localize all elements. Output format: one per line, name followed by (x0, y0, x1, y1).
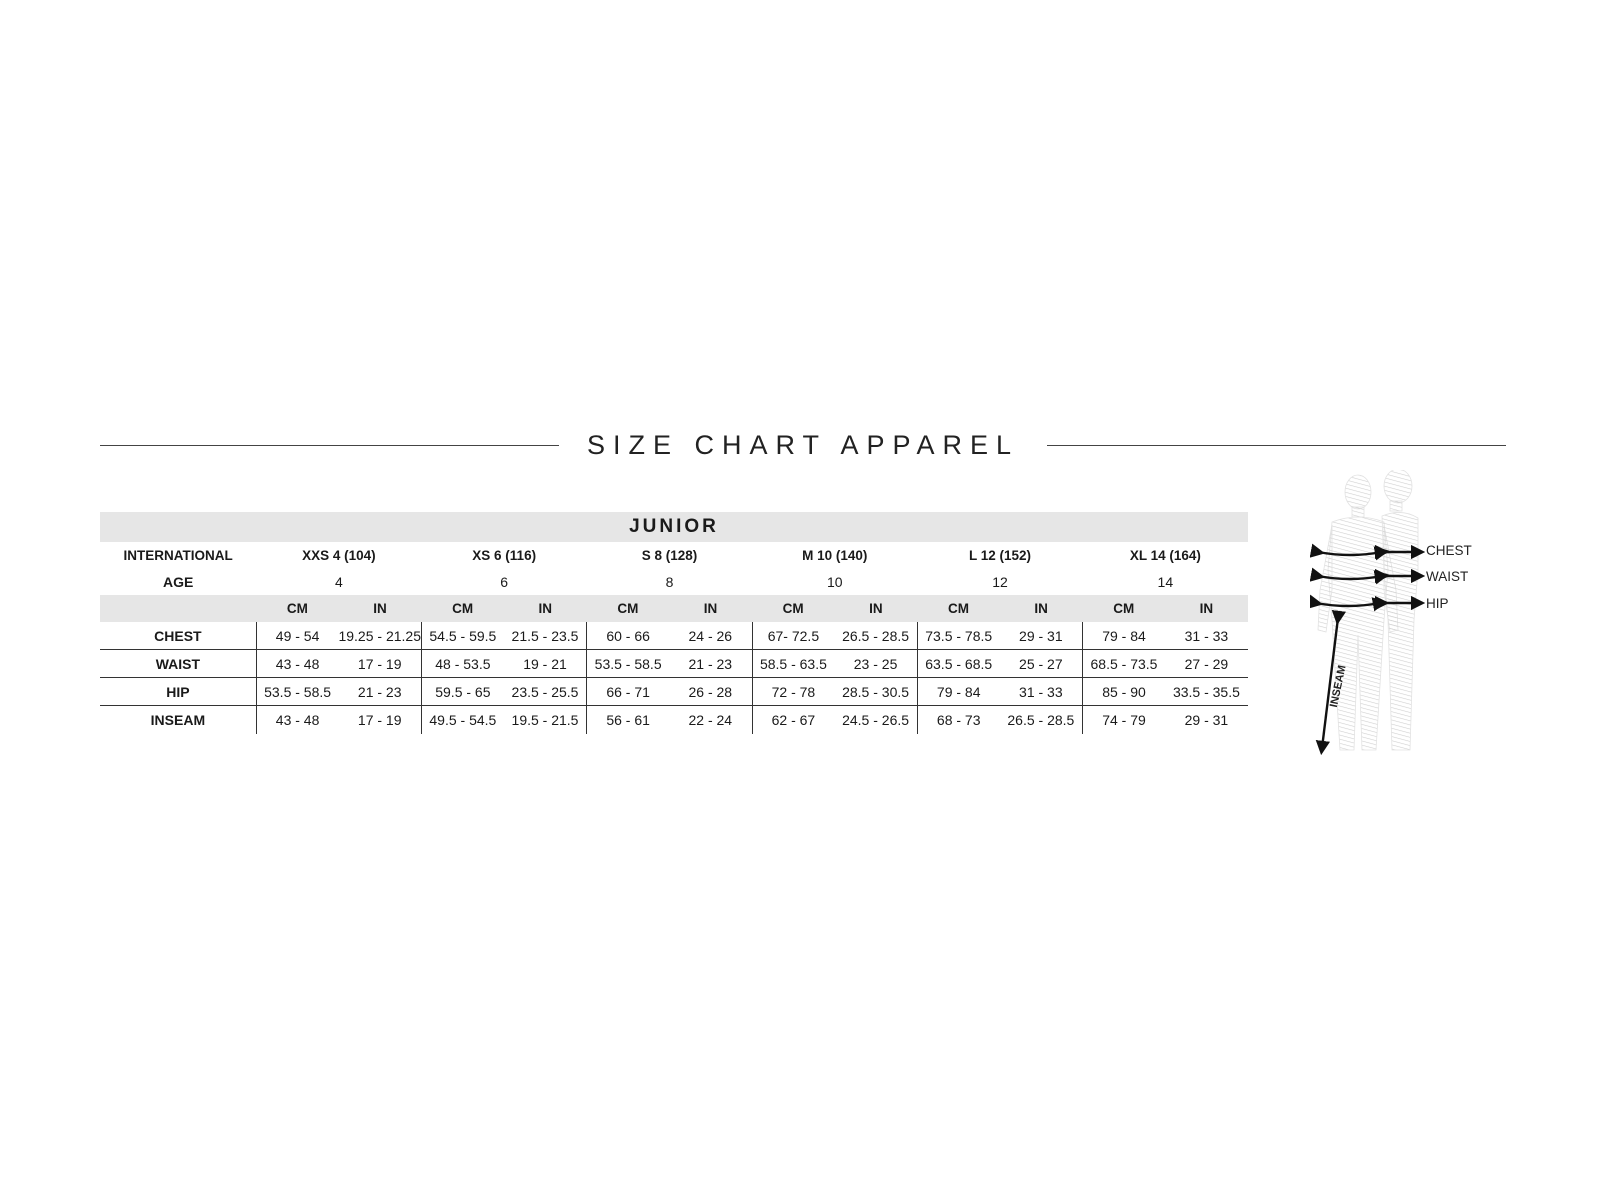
table-cell: 27 - 29 (1165, 650, 1248, 678)
body-silhouettes-icon (1310, 470, 1570, 770)
age-value: 8 (665, 574, 674, 590)
unit-in: IN (504, 595, 587, 622)
table-cell: 49.5 - 54.5 (422, 706, 504, 735)
units-row (100, 595, 1248, 622)
title-row (100, 425, 1506, 465)
band-row (100, 512, 1248, 542)
table-cell: 85 - 90 (1083, 678, 1165, 706)
table-cell: 73.5 - 78.5 (917, 622, 999, 650)
table-cell: 21 - 23 (669, 650, 752, 678)
age-value: 14 (1157, 574, 1174, 590)
title-rule-right (1047, 445, 1506, 446)
size-header: S 8 (128) (641, 548, 698, 563)
table-cell: 24 - 26 (669, 622, 752, 650)
age-label: AGE (162, 574, 194, 590)
page-title: SIZE CHART APPAREL (586, 429, 1020, 460)
waist-label: WAIST (1426, 569, 1469, 584)
table-cell: 25 - 27 (1000, 650, 1083, 678)
table-cell: 68 - 73 (917, 706, 999, 735)
table-cell: 63.5 - 68.5 (917, 650, 999, 678)
row-label: WAIST (100, 650, 256, 678)
table-cell: 21 - 23 (338, 678, 421, 706)
table-cell: 26.5 - 28.5 (834, 622, 917, 650)
table-cell: 53.5 - 58.5 (256, 678, 338, 706)
unit-cm: CM (256, 595, 338, 622)
measurement-figure (1310, 470, 1570, 770)
age-value: 4 (335, 574, 343, 590)
age-value: 10 (826, 574, 843, 590)
table-cell: 29 - 31 (1000, 622, 1083, 650)
table-cell: 23.5 - 25.5 (504, 678, 587, 706)
inseam-label: INSEAM (1328, 664, 1349, 709)
table-row-inseam (100, 706, 1248, 735)
title-rule-left (100, 445, 559, 446)
row-label: CHEST (100, 622, 256, 650)
table-cell: 48 - 53.5 (422, 650, 504, 678)
size-header: XL 14 (164) (1129, 548, 1201, 563)
unit-cm: CM (422, 595, 504, 622)
unit-in: IN (1165, 595, 1248, 622)
table-cell: 43 - 48 (256, 650, 338, 678)
table-row-hip (100, 678, 1248, 706)
hip-label: HIP (1426, 596, 1449, 611)
table-cell: 19.5 - 21.5 (511, 712, 579, 728)
units-blank (100, 595, 256, 622)
table-row-waist (100, 650, 1248, 678)
table-cell: 59.5 - 65 (422, 678, 504, 706)
unit-cm: CM (587, 595, 669, 622)
unit-cm: CM (1083, 595, 1165, 622)
row-label: HIP (100, 678, 256, 706)
table-cell: 58.5 - 63.5 (752, 650, 834, 678)
unit-in: IN (834, 595, 917, 622)
unit-in: IN (338, 595, 421, 622)
unit-cm: CM (752, 595, 834, 622)
table-cell: 79 - 84 (917, 678, 999, 706)
table-cell: 23 - 25 (834, 650, 917, 678)
table-cell: 60 - 66 (587, 622, 669, 650)
row-label: INSEAM (150, 712, 206, 728)
table-cell: 56 - 61 (587, 706, 669, 735)
table-cell: 29 - 31 (1184, 712, 1229, 728)
international-label: INTERNATIONAL (123, 548, 233, 563)
table-cell: 67- 72.5 (752, 622, 834, 650)
table-cell: 26 - 28 (669, 678, 752, 706)
table-cell: 21.5 - 23.5 (504, 622, 587, 650)
table-cell: 33.5 - 35.5 (1165, 678, 1248, 706)
table-cell: 49 - 54 (256, 622, 338, 650)
table-row-chest (100, 622, 1248, 650)
unit-in: IN (1000, 595, 1083, 622)
table-cell: 43 - 48 (256, 706, 338, 735)
table-cell: 66 - 71 (587, 678, 669, 706)
table-cell: 79 - 84 (1083, 622, 1165, 650)
table-cell: 19 - 21 (504, 650, 587, 678)
table-cell: 68.5 - 73.5 (1083, 650, 1165, 678)
table-cell: 28.5 - 30.5 (834, 678, 917, 706)
table-cell: 31 - 33 (1000, 678, 1083, 706)
table-cell: 31 - 33 (1165, 622, 1248, 650)
age-row (100, 569, 1248, 595)
size-header: M 10 (140) (802, 548, 868, 563)
table-cell: 26.5 - 28.5 (1007, 712, 1075, 728)
table-cell: 17 - 19 (338, 650, 421, 678)
table-cell: 22 - 24 (688, 712, 733, 728)
international-row (100, 542, 1248, 569)
chest-label: CHEST (1426, 543, 1472, 558)
size-header: XS 6 (116) (472, 548, 537, 563)
table-cell: 72 - 78 (752, 678, 834, 706)
table-cell: 24.5 - 26.5 (842, 712, 910, 728)
age-value: 6 (500, 574, 509, 590)
unit-in: IN (669, 595, 752, 622)
band-label: JUNIOR (100, 512, 1248, 542)
table-cell: 62 - 67 (752, 706, 834, 735)
table-cell: 17 - 19 (357, 712, 402, 728)
table-cell: 53.5 - 58.5 (587, 650, 669, 678)
table-cell: 54.5 - 59.5 (422, 622, 504, 650)
size-table (100, 512, 1248, 734)
unit-cm: CM (917, 595, 999, 622)
table-cell: 19.25 - 21.25 (338, 622, 421, 650)
size-header: XXS 4 (104) (302, 548, 376, 563)
table-cell: 74 - 79 (1083, 706, 1165, 735)
size-header: L 12 (152) (969, 548, 1032, 563)
age-value: 12 (992, 574, 1008, 590)
